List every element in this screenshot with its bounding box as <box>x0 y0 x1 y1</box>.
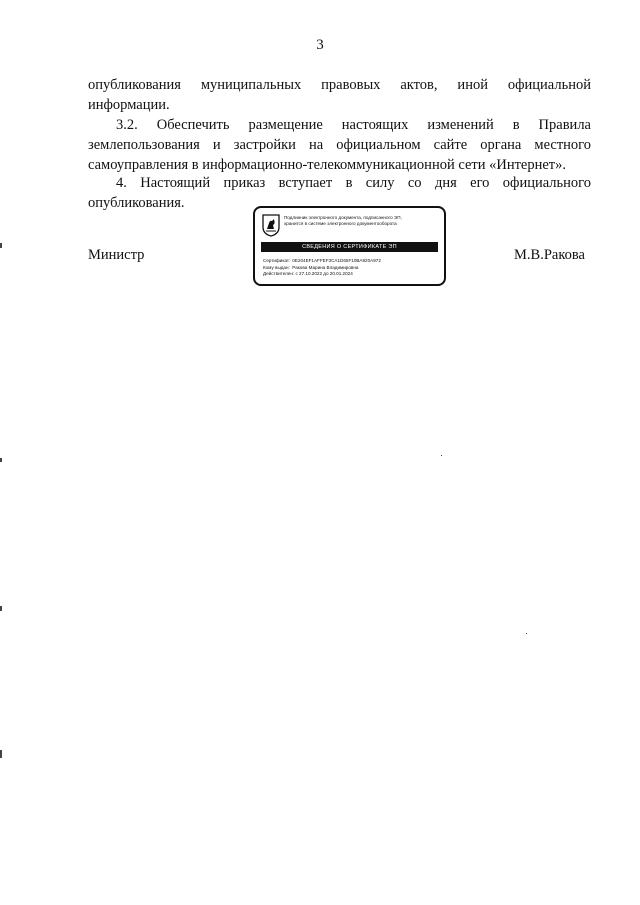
issued-to-value: Ракова Марина Владимировна <box>292 264 359 270</box>
stamp-header <box>284 215 444 227</box>
signature-title: Министр <box>88 247 145 263</box>
valid-value: с 27.10.2022 до 20.01.2024 <box>295 271 353 276</box>
valid-row <box>263 271 441 278</box>
stamp-header-line: Подлинник электронного документа, подписанного ЭП, <box>284 215 402 220</box>
scan-artifact <box>0 243 2 248</box>
paragraph-line: землепользования и застройки на официальном сайте органа местного <box>88 137 591 153</box>
scan-artifact <box>441 455 442 456</box>
paragraph-line: информации. <box>88 97 170 113</box>
paragraph-line: 4. Настоящий приказ вступает в силу со дня его официального <box>116 175 591 191</box>
issued-to-label: Кому выдан: <box>263 264 290 270</box>
signature-name: М.В.Ракова <box>514 247 585 263</box>
stamp-details <box>263 258 441 278</box>
stamp-banner: СВЕДЕНИЯ О СЕРТИФИКАТЕ ЭП <box>261 242 438 252</box>
certificate-label: Сертификат: <box>263 258 291 263</box>
paragraph-line: 3.2. Обеспечить размещение настоящих изменений в Правила <box>116 117 591 133</box>
scan-artifact <box>0 750 2 758</box>
paragraph-publication <box>88 75 591 115</box>
scan-artifact <box>526 633 527 634</box>
coat-of-arms-icon <box>262 214 280 237</box>
paragraph-line: опубликования. <box>88 195 185 211</box>
scan-artifact <box>0 458 2 462</box>
paragraph-item-3-2 <box>88 115 591 175</box>
certificate-value: 0E204EF1AFFEF3CA1D65F10BA920A972 <box>292 258 381 263</box>
valid-label: Действителен: <box>263 271 295 276</box>
scan-artifact <box>0 606 2 611</box>
electronic-signature-stamp <box>253 206 446 286</box>
paragraph-line: опубликования муниципальных правовых актов, иной официальной <box>88 77 591 93</box>
paragraph-line: самоуправления в информационно-телекоммуникационной сети «Интернет». <box>88 157 567 173</box>
page-number: 3 <box>316 37 324 53</box>
stamp-header-line: хранится в системе электронного документооборота <box>284 221 397 226</box>
